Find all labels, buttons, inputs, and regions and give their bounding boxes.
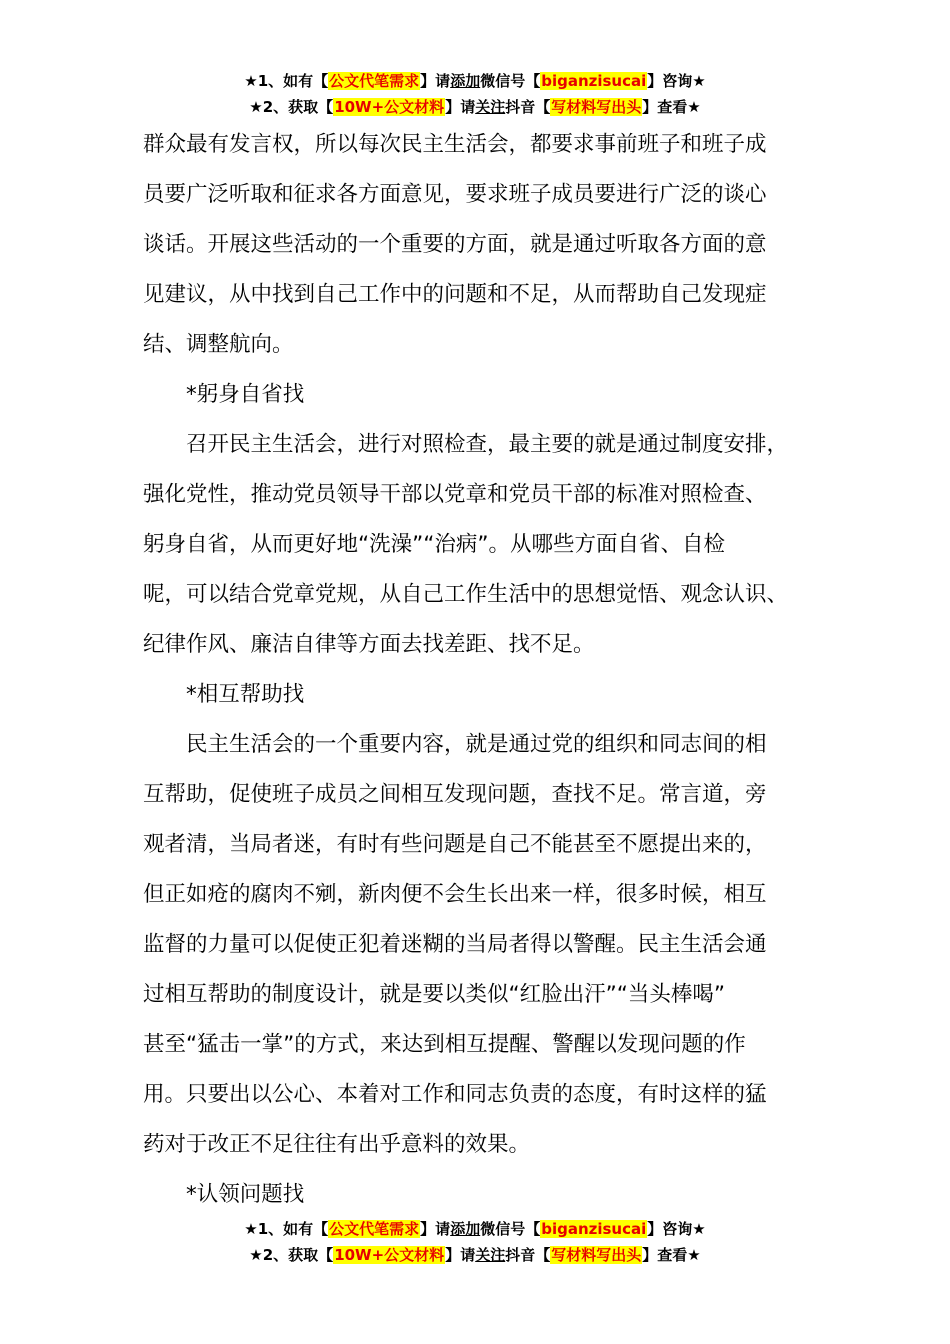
banner-highlight: 写材料写出头 <box>551 98 642 116</box>
text-line: 召开民主生活会，进行对照检查，最主要的就是通过制度安排， <box>186 432 789 457</box>
banner-highlight: biganzisucai <box>541 1220 647 1238</box>
text-line: 群众最有发言权，所以每次民主生活会，都要求事前班子和班子成 <box>143 132 767 157</box>
banner-text: ★1、如有【 <box>244 72 329 90</box>
banner-highlight: 写材料写出头 <box>551 1246 642 1264</box>
banner-text: 】请 <box>420 1220 451 1238</box>
banner-text: 抖音【 <box>505 98 551 116</box>
text-line: 纪律作风、廉洁自律等方面去找差距、找不足。 <box>143 632 595 657</box>
banner-line-1 <box>0 1216 950 1242</box>
banner-text: 抖音【 <box>505 1246 551 1264</box>
section-heading-3: *认领问题找 <box>186 1182 305 1207</box>
section-heading-2: *相互帮助找 <box>186 682 305 707</box>
text-line: 但正如疮的腐肉不剜，新肉便不会生长出来一样，很多时候，相互 <box>143 882 767 907</box>
text-line: 甚至“猛击一掌”的方式，来达到相互提醒、警醒以发现问题的作 <box>143 1032 746 1057</box>
text-line: 用。只要出以公心、本着对工作和同志负责的态度，有时这样的猛 <box>143 1082 767 1107</box>
banner-underline: 添加 <box>450 1220 481 1238</box>
text-line: 躬身自省，从而更好地“洗澡”“治病”。从哪些方面自省、自检 <box>143 532 726 557</box>
banner-underline: 关注 <box>475 98 506 116</box>
banner-text: ★1、如有【 <box>244 1220 329 1238</box>
text-line: 民主生活会的一个重要内容，就是通过党的组织和同志间的相 <box>186 732 767 757</box>
paragraph-1 <box>143 120 833 370</box>
document-body <box>143 120 833 1220</box>
text-line: 观者清，当局者迷，有时有些问题是自己不能甚至不愿提出来的， <box>143 832 767 857</box>
banner-text: 微信号【 <box>480 1220 541 1238</box>
text-line: 互帮助，促使班子成员之间相互发现问题，查找不足。常言道，旁 <box>143 782 767 807</box>
banner-highlight: 公文代笔需求 <box>329 1220 420 1238</box>
text-line: 见建议，从中找到自己工作中的问题和不足，从而帮助自己发现症 <box>143 282 767 307</box>
text-line: 监督的力量可以促使正犯着迷糊的当局者得以警醒。民主生活会通 <box>143 932 767 957</box>
banner-text: 】请 <box>445 98 476 116</box>
banner-text: 】请 <box>420 72 451 90</box>
footer-banner <box>0 1216 950 1268</box>
paragraph-3 <box>143 720 833 1170</box>
banner-text: 】咨询★ <box>647 1220 706 1238</box>
text-line: 员要广泛听取和征求各方面意见，要求班子成员要进行广泛的谈心 <box>143 182 767 207</box>
paragraph-2 <box>143 420 833 670</box>
banner-text: 】查看★ <box>642 1246 701 1264</box>
banner-text: 微信号【 <box>480 72 541 90</box>
header-banner <box>0 68 950 120</box>
text-line: 强化党性，推动党员领导干部以党章和党员干部的标准对照检查、 <box>143 482 767 507</box>
text-line: 过相互帮助的制度设计，就是要以类似“红脸出汗”“当头棒喝” <box>143 982 726 1007</box>
banner-highlight: biganzisucai <box>541 72 647 90</box>
banner-line-2 <box>0 1242 950 1268</box>
banner-text: 】查看★ <box>642 98 701 116</box>
banner-underline: 添加 <box>450 72 481 90</box>
banner-text: 】咨询★ <box>647 72 706 90</box>
banner-line-1 <box>0 68 950 94</box>
banner-line-2 <box>0 94 950 120</box>
text-line: 药对于改正不足往往有出乎意料的效果。 <box>143 1132 531 1157</box>
banner-underline: 关注 <box>475 1246 506 1264</box>
text-line: 谈话。开展这些活动的一个重要的方面，就是通过听取各方面的意 <box>143 232 767 257</box>
banner-highlight: 10W+公文材料 <box>334 98 445 116</box>
banner-text: 】请 <box>445 1246 476 1264</box>
banner-highlight: 10W+公文材料 <box>334 1246 445 1264</box>
text-line: 呢，可以结合党章党规，从自己工作生活中的思想觉悟、观念认识、 <box>143 582 789 607</box>
banner-text: ★2、获取【 <box>249 1246 334 1264</box>
text-line: 结、调整航向。 <box>143 332 294 357</box>
banner-text: ★2、获取【 <box>249 98 334 116</box>
banner-highlight: 公文代笔需求 <box>329 72 420 90</box>
section-heading-1: *躬身自省找 <box>186 382 305 407</box>
